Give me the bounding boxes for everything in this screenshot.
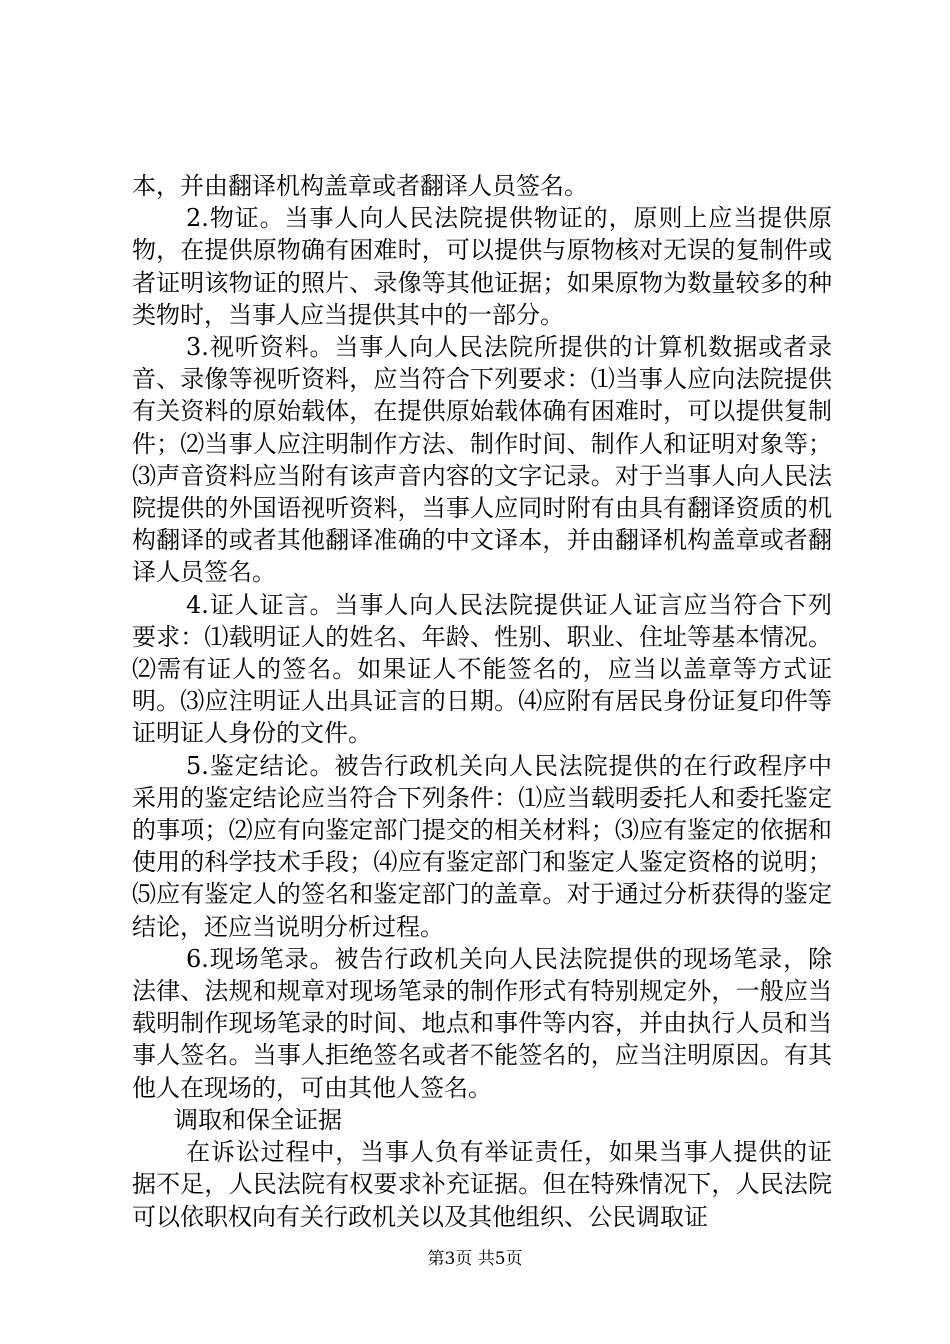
document-body bbox=[132, 170, 832, 1233]
paragraph-continuation: 本，并由翻译机构盖章或者翻译人员签名。 bbox=[132, 172, 588, 200]
paragraph-evidence-collection: 在诉讼过程中，当事人负有举证责任，如果当事人提供的证据不足，人民法院有权要求补充证据。但在特殊情况下，人民法院可以依职权向有关行政机关以及其他组织、公民调取证 bbox=[132, 1138, 832, 1231]
paragraph-physical-evidence: 2.物证。当事人向人民法院提供物证的，原则上应当提供原物，在提供原物确有困难时，可以提供与原物核对无误的复制件或者证明该物证的照片、录像等其他证据；如果原物为数量较多的种类物时，当事人应当提供其中的一部分。 bbox=[132, 204, 832, 329]
page-number-footer: 第3页 共5页 bbox=[427, 1249, 523, 1269]
paragraph-audiovisual-materials: 3.视听资料。当事人向人民法院所提供的计算机数据或者录音、录像等视听资料，应当符合下列要求：⑴当事人应向法院提供有关资料的原始载体，在提供原始载体确有困难时，可以提供复制件；⑵当事人应注明制作方法、制作时间、制作人和证明对象等；⑶声音资料应当附有该声音内容的文字记录。对于当事人向人民法院提供的外国语视听资料，当事人应同时附有由具有翻译资质的机构翻译的或者其他翻译准确的中文译本，并由翻译机构盖章或者翻译人员签名。 bbox=[132, 333, 832, 587]
section-heading: 调取和保全证据 bbox=[174, 1105, 342, 1134]
paragraph-on-site-record: 6.现场笔录。被告行政机关向人民法院提供的现场笔录，除法律、法规和规章对现场笔录的制作形式有特别规定外，一般应当载明制作现场笔录的时间、地点和事件等内容，并由执行人员和当事人签名。当事人拒绝签名或者不能签名的，应当注明原因。有其他人在现场的，可由其他人签名。 bbox=[132, 944, 832, 1102]
paragraph-witness-testimony: 4.证人证言。当事人向人民法院提供证人证言应当符合下列要求：⑴载明证人的姓名、年龄、性别、职业、住址等基本情况。⑵需有证人的签名。如果证人不能签名的，应当以盖章等方式证明。⑶应注明证人出具证言的日期。⑷应附有居民身份证复印件等证明证人身份的文件。 bbox=[132, 590, 832, 748]
paragraph-expert-conclusion: 5.鉴定结论。被告行政机关向人民法院提供的在行政程序中采用的鉴定结论应当符合下列条件：⑴应当载明委托人和委托鉴定的事项；⑵应有向鉴定部门提交的相关材料；⑶应有鉴定的依据和使用的科学技术手段；⑷应有鉴定部门和鉴定人鉴定资格的说明；⑸应有鉴定人的签名和鉴定部门的盖章。对于通过分析获得的鉴定结论，还应当说明分析过程。 bbox=[132, 751, 832, 941]
